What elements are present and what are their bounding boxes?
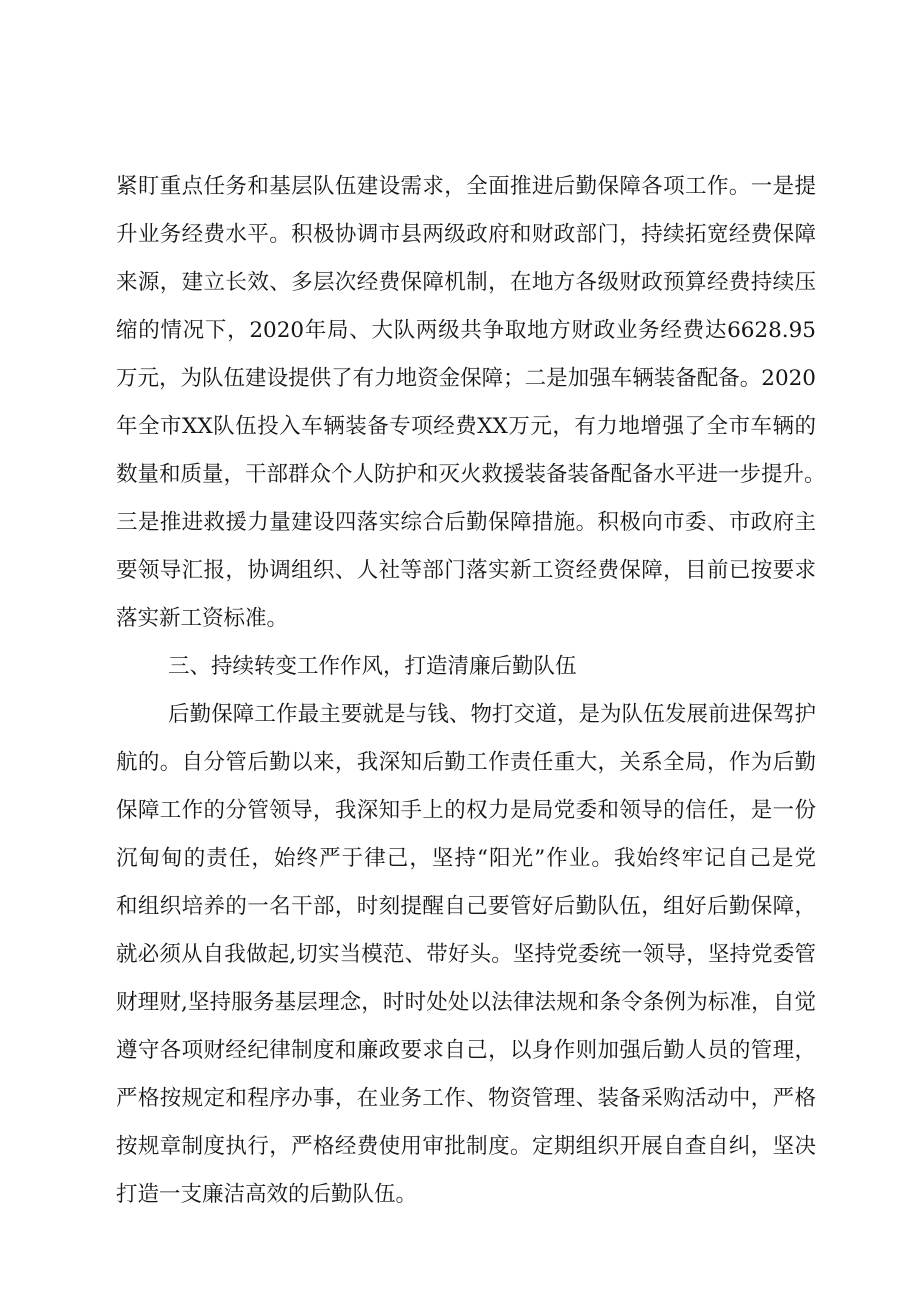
paragraph-2-line-4: 沉甸甸的责任，始终严于律己，坚持“阳光”作业。我始终牢记自己是党 — [116, 846, 816, 871]
paragraph-2-line-8: 遵守各项财经纪律制度和廉政要求自己，以身作则加强后勤人员的管理， — [116, 1038, 816, 1063]
paragraph-2-line-2: 航的。自分管后勤以来，我深知后勤工作责任重大，关系全局，作为后勤 — [116, 750, 816, 775]
paragraph-1-line-4: 缩的情况下，2020年局、大队两级共争取地方财政业务经费达6628.95 — [116, 318, 816, 343]
paragraph-1-line-6: 年全市XX队伍投入车辆装备专项经费XX万元，有力地增强了全市车辆的 — [116, 414, 816, 439]
paragraph-2-line-1: 后勤保障工作最主要就是与钱、物打交道，是为队伍发展前进保驾护 — [168, 702, 816, 727]
paragraph-2-line-10: 按规章制度执行，严格经费使用审批制度。定期组织开展自查自纠，坚决 — [116, 1134, 816, 1159]
paragraph-1-line-5: 万元，为队伍建设提供了有力地资金保障；二是加强车辆装备配备。2020 — [116, 366, 816, 391]
paragraph-2-line-9: 严格按规定和程序办事，在业务工作、物资管理、装备采购活动中，严格 — [116, 1086, 816, 1111]
section-heading: 三、持续转变工作作风，打造清廉后勤队伍 — [168, 654, 577, 679]
paragraph-2-line-6: 就必须从自我做起,切实当模范、带好头。坚持党委统一领导，坚持党委管 — [116, 942, 816, 967]
paragraph-1-line-7: 数量和质量，干部群众个人防护和灭火救援装备装备配备水平进一步提升。 — [116, 462, 826, 487]
paragraph-2-line-3: 保障工作的分管领导，我深知手上的权力是局党委和领导的信任，是一份 — [116, 798, 816, 823]
paragraph-1-line-3: 来源，建立长效、多层次经费保障机制，在地方各级财政预算经费持续压 — [116, 270, 816, 295]
paragraph-1-line-1: 紧盯重点任务和基层队伍建设需求，全面推进后勤保障各项工作。一是提 — [116, 174, 816, 199]
paragraph-2-line-5: 和组织培养的一名干部，时刻提醒自己要管好后勤队伍，组好后勤保障， — [116, 894, 816, 919]
paragraph-2-line-7: 财理财,坚持服务基层理念，时时处处以法律法规和条令条例为标准，自觉 — [116, 990, 816, 1015]
paragraph-1-line-10: 落实新工资标准。 — [116, 606, 289, 631]
paragraph-1-line-2: 升业务经费水平。积极协调市县两级政府和财政部门，持续拓宽经费保障 — [116, 222, 816, 247]
paragraph-1-line-8: 三是推进救援力量建设四落实综合后勤保障措施。积极向市委、市政府主 — [116, 510, 816, 535]
paragraph-1-line-9: 要领导汇报，协调组织、人社等部门落实新工资经费保障，目前已按要求 — [116, 558, 816, 583]
paragraph-2-line-11: 打造一支廉洁高效的后勤队伍。 — [116, 1182, 418, 1207]
